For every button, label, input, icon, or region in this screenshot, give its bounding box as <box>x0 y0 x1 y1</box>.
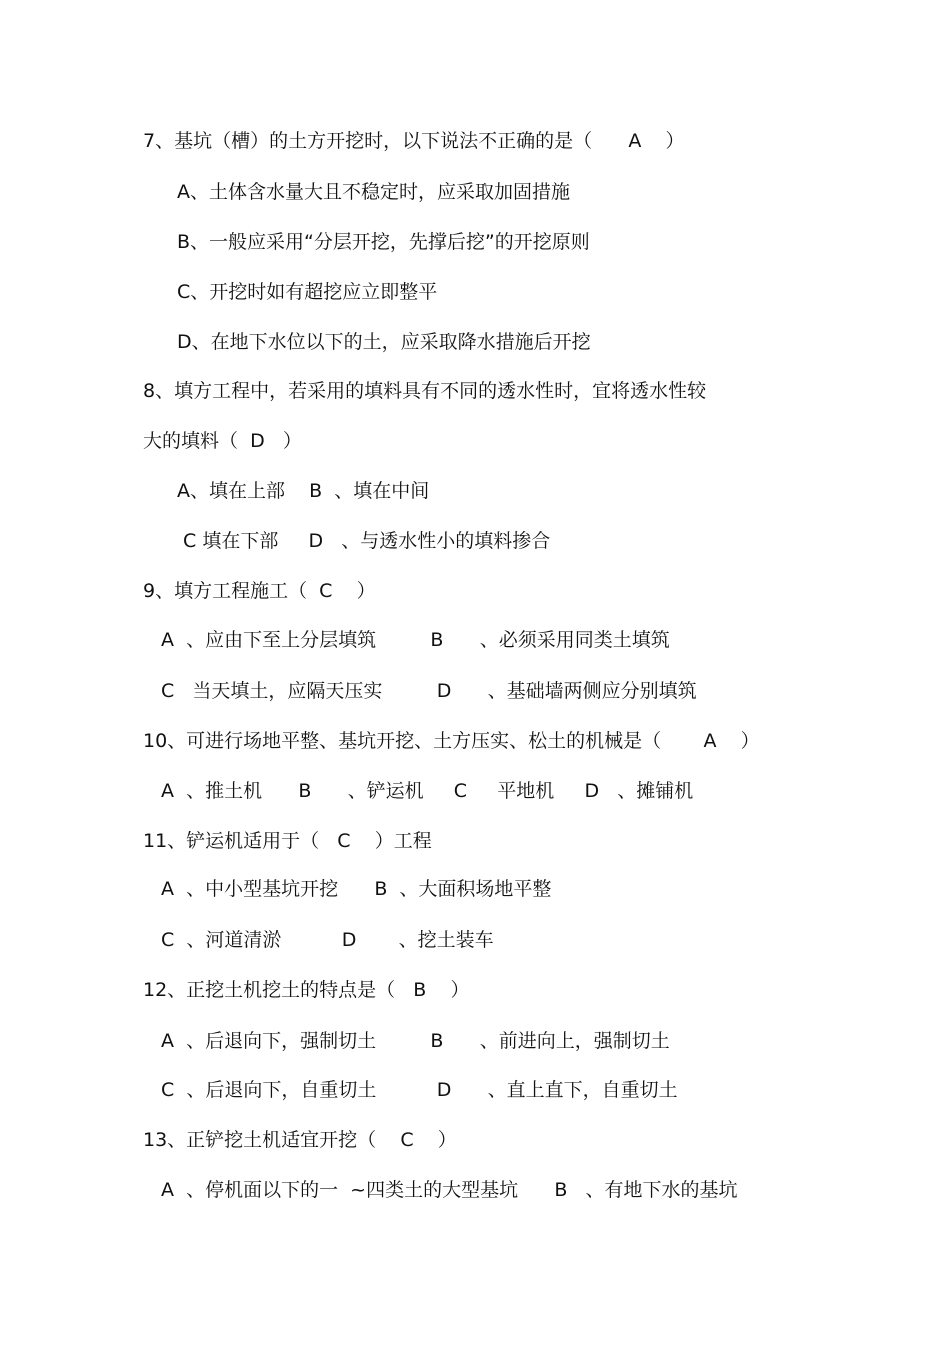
question-11-options-ab: A 、中小型基坑开挖 B 、大面积场地平整 <box>161 878 552 900</box>
question-8-continued: 大的填料（ D ） <box>143 430 302 452</box>
question-8-options-cd: C 填在下部 D 、与透水性小的填料掺合 <box>177 530 551 552</box>
question-7-option-b: B、一般应采用“分层开挖，先撑后挖”的开挖原则 <box>177 231 590 253</box>
question-12-options-ab: A 、后退向下，强制切土 B 、前进向上，强制切土 <box>161 1030 670 1052</box>
question-7: 7、基坑（槽）的土方开挖时，以下说法不正确的是（ A ） <box>143 130 685 152</box>
question-10: 10、可进行场地平整、基坑开挖、土方压实、松土的机械是（ A ） <box>143 730 760 752</box>
question-9-options-ab: A 、应由下至上分层填筑 B 、必须采用同类土填筑 <box>161 629 670 651</box>
question-13-options-ab: A 、停机面以下的一 ~四类土的大型基坑 B 、有地下水的基坑 <box>161 1179 738 1201</box>
question-11-options-cd: C 、河道清淤 D 、挖土装车 <box>161 929 494 951</box>
question-7-option-a: A、土体含水量大且不稳定时，应采取加固措施 <box>177 181 570 203</box>
question-7-option-c: C、开挖时如有超挖应立即整平 <box>177 281 438 303</box>
question-13: 13、正铲挖土机适宜开挖（ C ） <box>143 1129 457 1151</box>
question-8: 8、填方工程中，若采用的填料具有不同的透水性时，宜将透水性较 <box>143 380 707 402</box>
question-8-options-ab: A、填在上部 B 、填在中间 <box>177 480 430 502</box>
question-10-options: A 、推土机 B 、铲运机 C 平地机 D 、摊铺机 <box>161 780 694 802</box>
question-9-options-cd: C 当天填土，应隔天压实 D 、基础墙两侧应分别填筑 <box>161 680 697 702</box>
question-11: 11、铲运机适用于（ C ）工程 <box>143 830 432 852</box>
question-9: 9、填方工程施工（ C ） <box>143 580 376 602</box>
question-12: 12、正挖土机挖土的特点是（ B ） <box>143 979 470 1001</box>
question-7-option-d: D、在地下水位以下的土，应采取降水措施后开挖 <box>177 331 591 353</box>
question-12-options-cd: C 、后退向下，自重切土 D 、直上直下，自重切土 <box>161 1079 678 1101</box>
